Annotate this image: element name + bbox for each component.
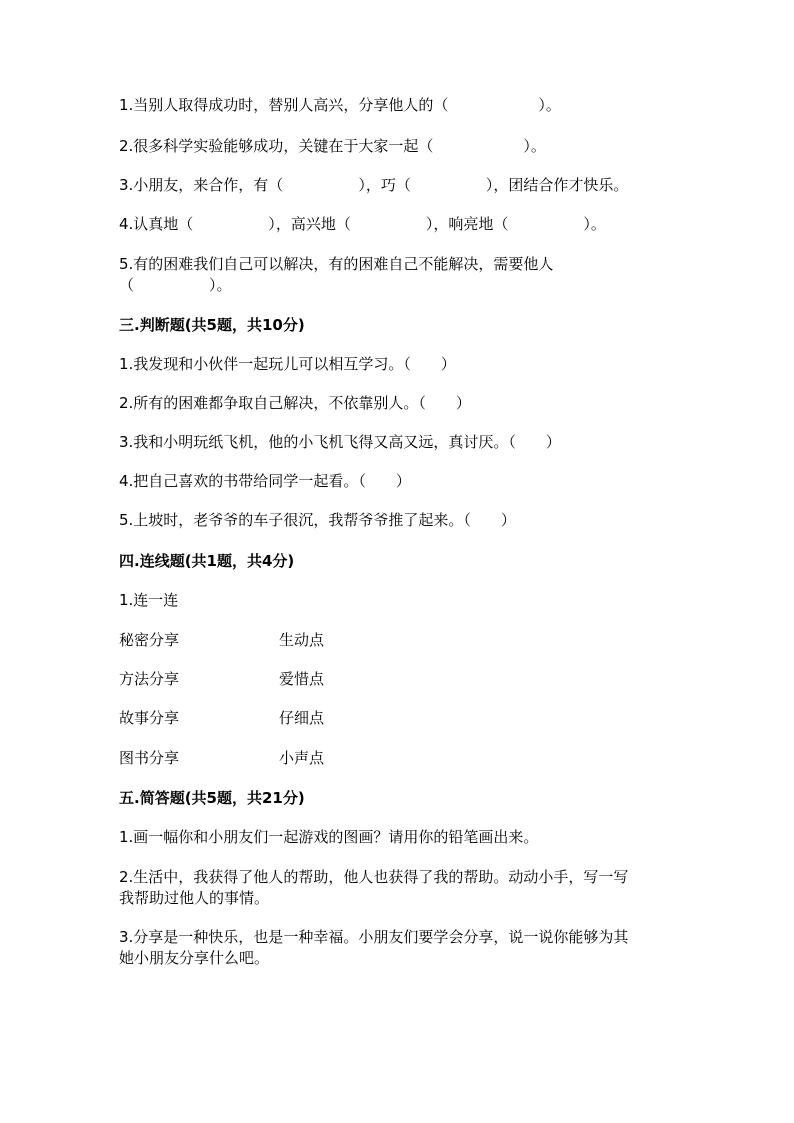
true-false-question-5: 5.上坡时，老爷爷的车子很沉，我帮爷爷推了起来。（ ） bbox=[119, 511, 516, 529]
fill-blank-question-4: 4.认真地（ ），高兴地（ ），响亮地（ ）。 bbox=[119, 215, 606, 233]
short-answer-question-1: 1.画一幅你和小朋友们一起游戏的图画？请用你的铅笔画出来。 bbox=[119, 828, 539, 846]
short-answer-question-3: 3.分享是一种快乐，也是一种幸福。小朋友们要学会分享，说一说你能够为其 bbox=[119, 928, 629, 946]
matching-left-item-4: 图书分享 bbox=[119, 749, 180, 767]
fill-blank-question-3: 3.小朋友，来合作，有（ ），巧（ ），团结合作才快乐。 bbox=[119, 176, 629, 194]
matching-right-item-2: 爱惜点 bbox=[279, 670, 325, 688]
matching-left-item-1: 秘密分享 bbox=[119, 631, 180, 649]
fill-blank-question-2: 2.很多科学实验能够成功，关键在于大家一起（ ）。 bbox=[119, 137, 546, 155]
true-false-heading: 三.判断题(共5题，共10分) bbox=[119, 316, 305, 334]
fill-blank-question-5: 5.有的困难我们自己可以解决，有的困难自己不能解决，需要他人 bbox=[119, 255, 554, 273]
short-answer-question-2: 2.生活中，我获得了他人的帮助，他人也获得了我的帮助。动动小手，写一写 bbox=[119, 868, 629, 886]
true-false-question-2: 2.所有的困难都争取自己解决，不依靠别人。（ ） bbox=[119, 394, 471, 412]
true-false-question-3: 3.我和小明玩纸飞机，他的小飞机飞得又高又远，真讨厌。（ ） bbox=[119, 433, 561, 451]
short-answer-question-3-cont: 她小朋友分享什么吧。 bbox=[119, 949, 270, 967]
fill-blank-question-5-cont: （ ）。 bbox=[119, 276, 232, 294]
matching-left-item-2: 方法分享 bbox=[119, 670, 180, 688]
matching-right-item-4: 小声点 bbox=[279, 749, 325, 767]
short-answer-question-2-cont: 我帮助过他人的事情。 bbox=[119, 889, 270, 907]
true-false-question-4: 4.把自己喜欢的书带给同学一起看。（ ） bbox=[119, 472, 411, 490]
matching-right-item-1: 生动点 bbox=[279, 631, 325, 649]
matching-heading: 四.连线题(共1题，共4分) bbox=[119, 552, 295, 570]
matching-prompt: 1.连一连 bbox=[119, 591, 179, 609]
short-answer-heading: 五.简答题(共5题，共21分) bbox=[119, 789, 305, 807]
matching-right-item-3: 仔细点 bbox=[279, 709, 325, 727]
matching-left-item-3: 故事分享 bbox=[119, 709, 180, 727]
fill-blank-question-1: 1.当别人取得成功时，替别人高兴，分享他人的（ ）。 bbox=[119, 96, 561, 114]
true-false-question-1: 1.我发现和小伙伴一起玩儿可以相互学习。（ ） bbox=[119, 355, 456, 373]
